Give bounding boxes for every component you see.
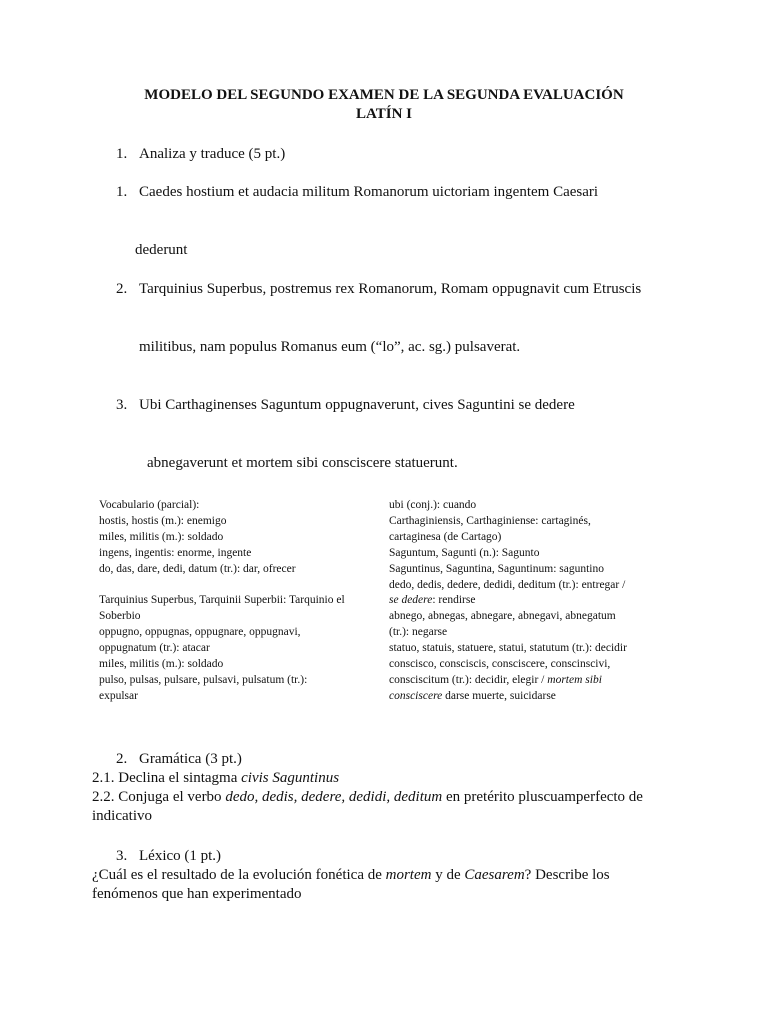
vocab-entry: statuo, statuis, statuere, statui, statutum (tr.): decidir — [389, 642, 627, 655]
exam-title: MODELO DEL SEGUNDO EXAMEN DE LA SEGUNDA EVALUACIÓN — [144, 87, 624, 103]
vocab-entry — [389, 689, 627, 705]
sentence1-line2: dederunt — [135, 242, 188, 258]
vocab-entry: Carthaginiensis, Carthaginiense: cartaginés, — [389, 514, 591, 527]
sentence1-number: 1. — [116, 184, 128, 200]
vocab-entry: oppugnatum (tr.): atacar — [99, 642, 210, 655]
grammar-item-term: civis Saguntinus — [241, 770, 340, 786]
vocab-entry: Saguntinus, Saguntina, Saguntinum: saguntino — [389, 562, 604, 575]
vocabulary-left-column — [99, 498, 345, 705]
section3-heading: Léxico (1 pt.) — [139, 848, 222, 864]
vocab-entry: oppugno, oppugnas, oppugnare, oppugnavi, — [99, 626, 301, 639]
lexicon-question-continuation: fenómenos que han experimentado — [92, 886, 302, 902]
section2-heading: Gramática (3 pt.) — [139, 751, 242, 767]
grammar-item-text: 2.1. Declina el sintagma — [92, 770, 242, 786]
sentence2-number: 2. — [116, 281, 128, 297]
section1-heading: Analiza y traduce (5 pt.) — [139, 146, 286, 162]
vocab-entry — [389, 593, 627, 609]
section3-number: 3. — [116, 848, 128, 864]
lexicon-term: Caesarem — [464, 867, 525, 883]
vocab-entry: dedo, dedis, dedere, dedidi, deditum (tr.): entregar / — [389, 578, 626, 591]
vocab-entry: Saguntum, Sagunti (n.): Sagunto — [389, 546, 540, 559]
vocab-entry: ubi (conj.): cuando — [389, 499, 477, 511]
vocab-entry: pulso, pulsas, pulsare, pulsavi, pulsatum (tr.): — [99, 673, 308, 686]
vocab-definition: darse muerte, suicidarse — [442, 689, 556, 702]
vocab-definition: consciscitum (tr.): decidir, elegir / — [389, 673, 548, 686]
vocab-definition: : rendirse — [432, 594, 476, 607]
vocabulary-right-column — [389, 498, 627, 705]
vocab-italic-term: consciscere — [389, 689, 443, 702]
lexicon-question — [92, 867, 610, 884]
vocab-entry: miles, militis (m.): soldado — [99, 658, 224, 671]
vocab-entry: Soberbio — [99, 610, 141, 623]
section2-number: 2. — [116, 751, 128, 767]
vocab-italic-term: se dedere — [389, 594, 433, 607]
grammar-item-2-2-continuation: indicativo — [92, 808, 152, 824]
vocab-blank-line — [99, 578, 345, 594]
vocab-entry: hostis, hostis (m.): enemigo — [99, 514, 227, 527]
sentence2-line2: militibus, nam populus Romanus eum (“lo”, ac. sg.) pulsaverat. — [139, 339, 521, 355]
sentence3-line1: Ubi Carthaginenses Saguntum oppugnaverunt, cives Saguntini se dedere — [139, 397, 575, 413]
sentence3-number: 3. — [116, 397, 128, 413]
vocab-entry — [389, 673, 627, 689]
section1-number: 1. — [116, 146, 128, 162]
lexicon-text: ? Describe los — [524, 867, 610, 883]
grammar-item-2-1 — [92, 770, 339, 787]
vocab-entry: abnego, abnegas, abnegare, abnegavi, abnegatum — [389, 610, 616, 623]
grammar-item-text: 2.2. Conjuga el verbo — [92, 789, 226, 805]
vocab-heading: Vocabulario (parcial): — [99, 499, 200, 511]
lexicon-term: mortem — [385, 867, 432, 883]
lexicon-text: y de — [431, 867, 465, 883]
sentence3-line2: abnegaverunt et mortem sibi consciscere statuerunt. — [147, 455, 458, 471]
vocab-italic-term: mortem sibi — [547, 673, 602, 686]
exam-subtitle: LATÍN I — [356, 106, 412, 122]
vocab-entry: Tarquinius Superbus, Tarquinii Superbii: Tarquinio el — [99, 594, 345, 607]
grammar-item-text: en pretérito pluscuamperfecto de — [442, 789, 643, 805]
vocab-entry: expulsar — [99, 689, 138, 702]
sentence1-line1: Caedes hostium et audacia militum Romanorum uictoriam ingentem Caesari — [139, 184, 599, 200]
lexicon-text: ¿Cuál es el resultado de la evolución fonética de — [92, 867, 386, 883]
sentence2-line1: Tarquinius Superbus, postremus rex Romanorum, Romam oppugnavit cum Etruscis — [139, 281, 642, 297]
grammar-item-term: dedo, dedis, dedere, dedidi, deditum — [225, 789, 443, 805]
vocab-entry: cartaginesa (de Cartago) — [389, 530, 502, 543]
vocab-entry: ingens, ingentis: enorme, ingente — [99, 546, 252, 559]
vocab-entry: conscisco, consciscis, consciscere, conscinscivi, — [389, 658, 611, 671]
vocab-entry: (tr.): negarse — [389, 626, 448, 639]
vocab-entry: do, das, dare, dedi, datum (tr.): dar, ofrecer — [99, 562, 296, 575]
grammar-item-2-2 — [92, 789, 643, 806]
vocab-entry: miles, militis (m.): soldado — [99, 530, 224, 543]
